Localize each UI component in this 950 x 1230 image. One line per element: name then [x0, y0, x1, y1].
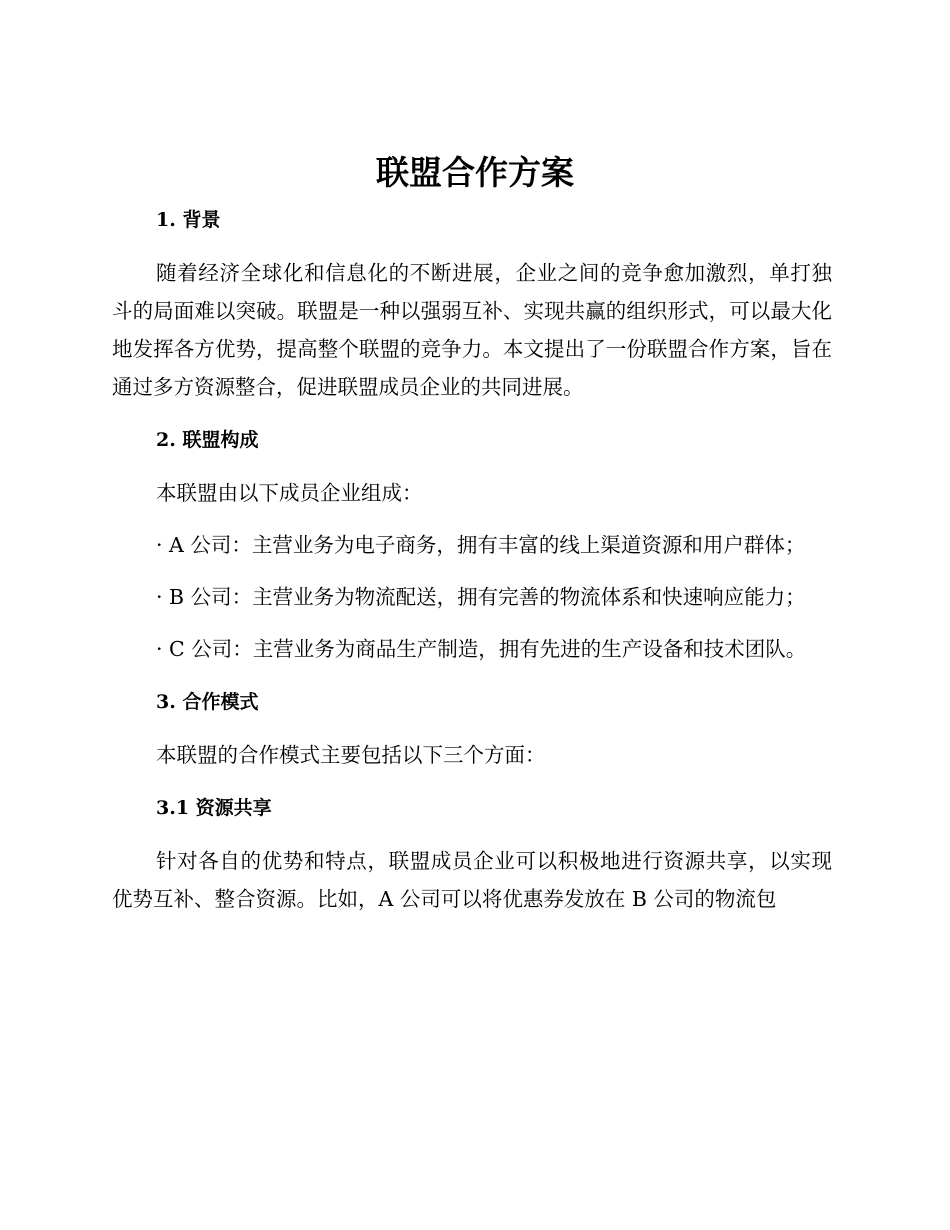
section-heading-composition: 2. 联盟构成	[156, 429, 259, 451]
section-heading-background: 1. 背景	[156, 209, 221, 231]
member-item-a: · A 公司：主营业务为电子商务，拥有丰富的线上渠道资源和用户群体；	[156, 533, 806, 557]
document-body	[112, 200, 832, 918]
composition-intro: 本联盟由以下成员企业组成：	[156, 481, 423, 505]
resource-sharing-paragraph: 针对各自的优势和特点，联盟成员企业可以积极地进行资源共享，以实现优势互补、整合资源。比如，A 公司可以将优惠券发放在 B 公司的物流包	[112, 849, 832, 911]
section-heading-cooperation-mode: 3. 合作模式	[156, 691, 259, 713]
member-item-b: · B 公司：主营业务为物流配送，拥有完善的物流体系和快速响应能力；	[156, 585, 806, 609]
cooperation-mode-intro: 本联盟的合作模式主要包括以下三个方面：	[156, 743, 546, 767]
section-heading-resource-sharing: 3.1 资源共享	[156, 797, 272, 819]
member-item-c: · C 公司：主营业务为商品生产制造，拥有先进的生产设备和技术团队。	[156, 637, 807, 661]
background-paragraph: 随着经济全球化和信息化的不断进展，企业之间的竞争愈加激烈，单打独斗的局面难以突破。联盟是一种以强弱互补、实现共赢的组织形式，可以最大化地发挥各方优势，提高整个联盟的竞争力。本文提出了一份联盟合作方案，旨在通过多方资源整合，促进联盟成员企业的共同进展。	[112, 261, 832, 399]
page-title: 联盟合作方案	[376, 153, 574, 192]
